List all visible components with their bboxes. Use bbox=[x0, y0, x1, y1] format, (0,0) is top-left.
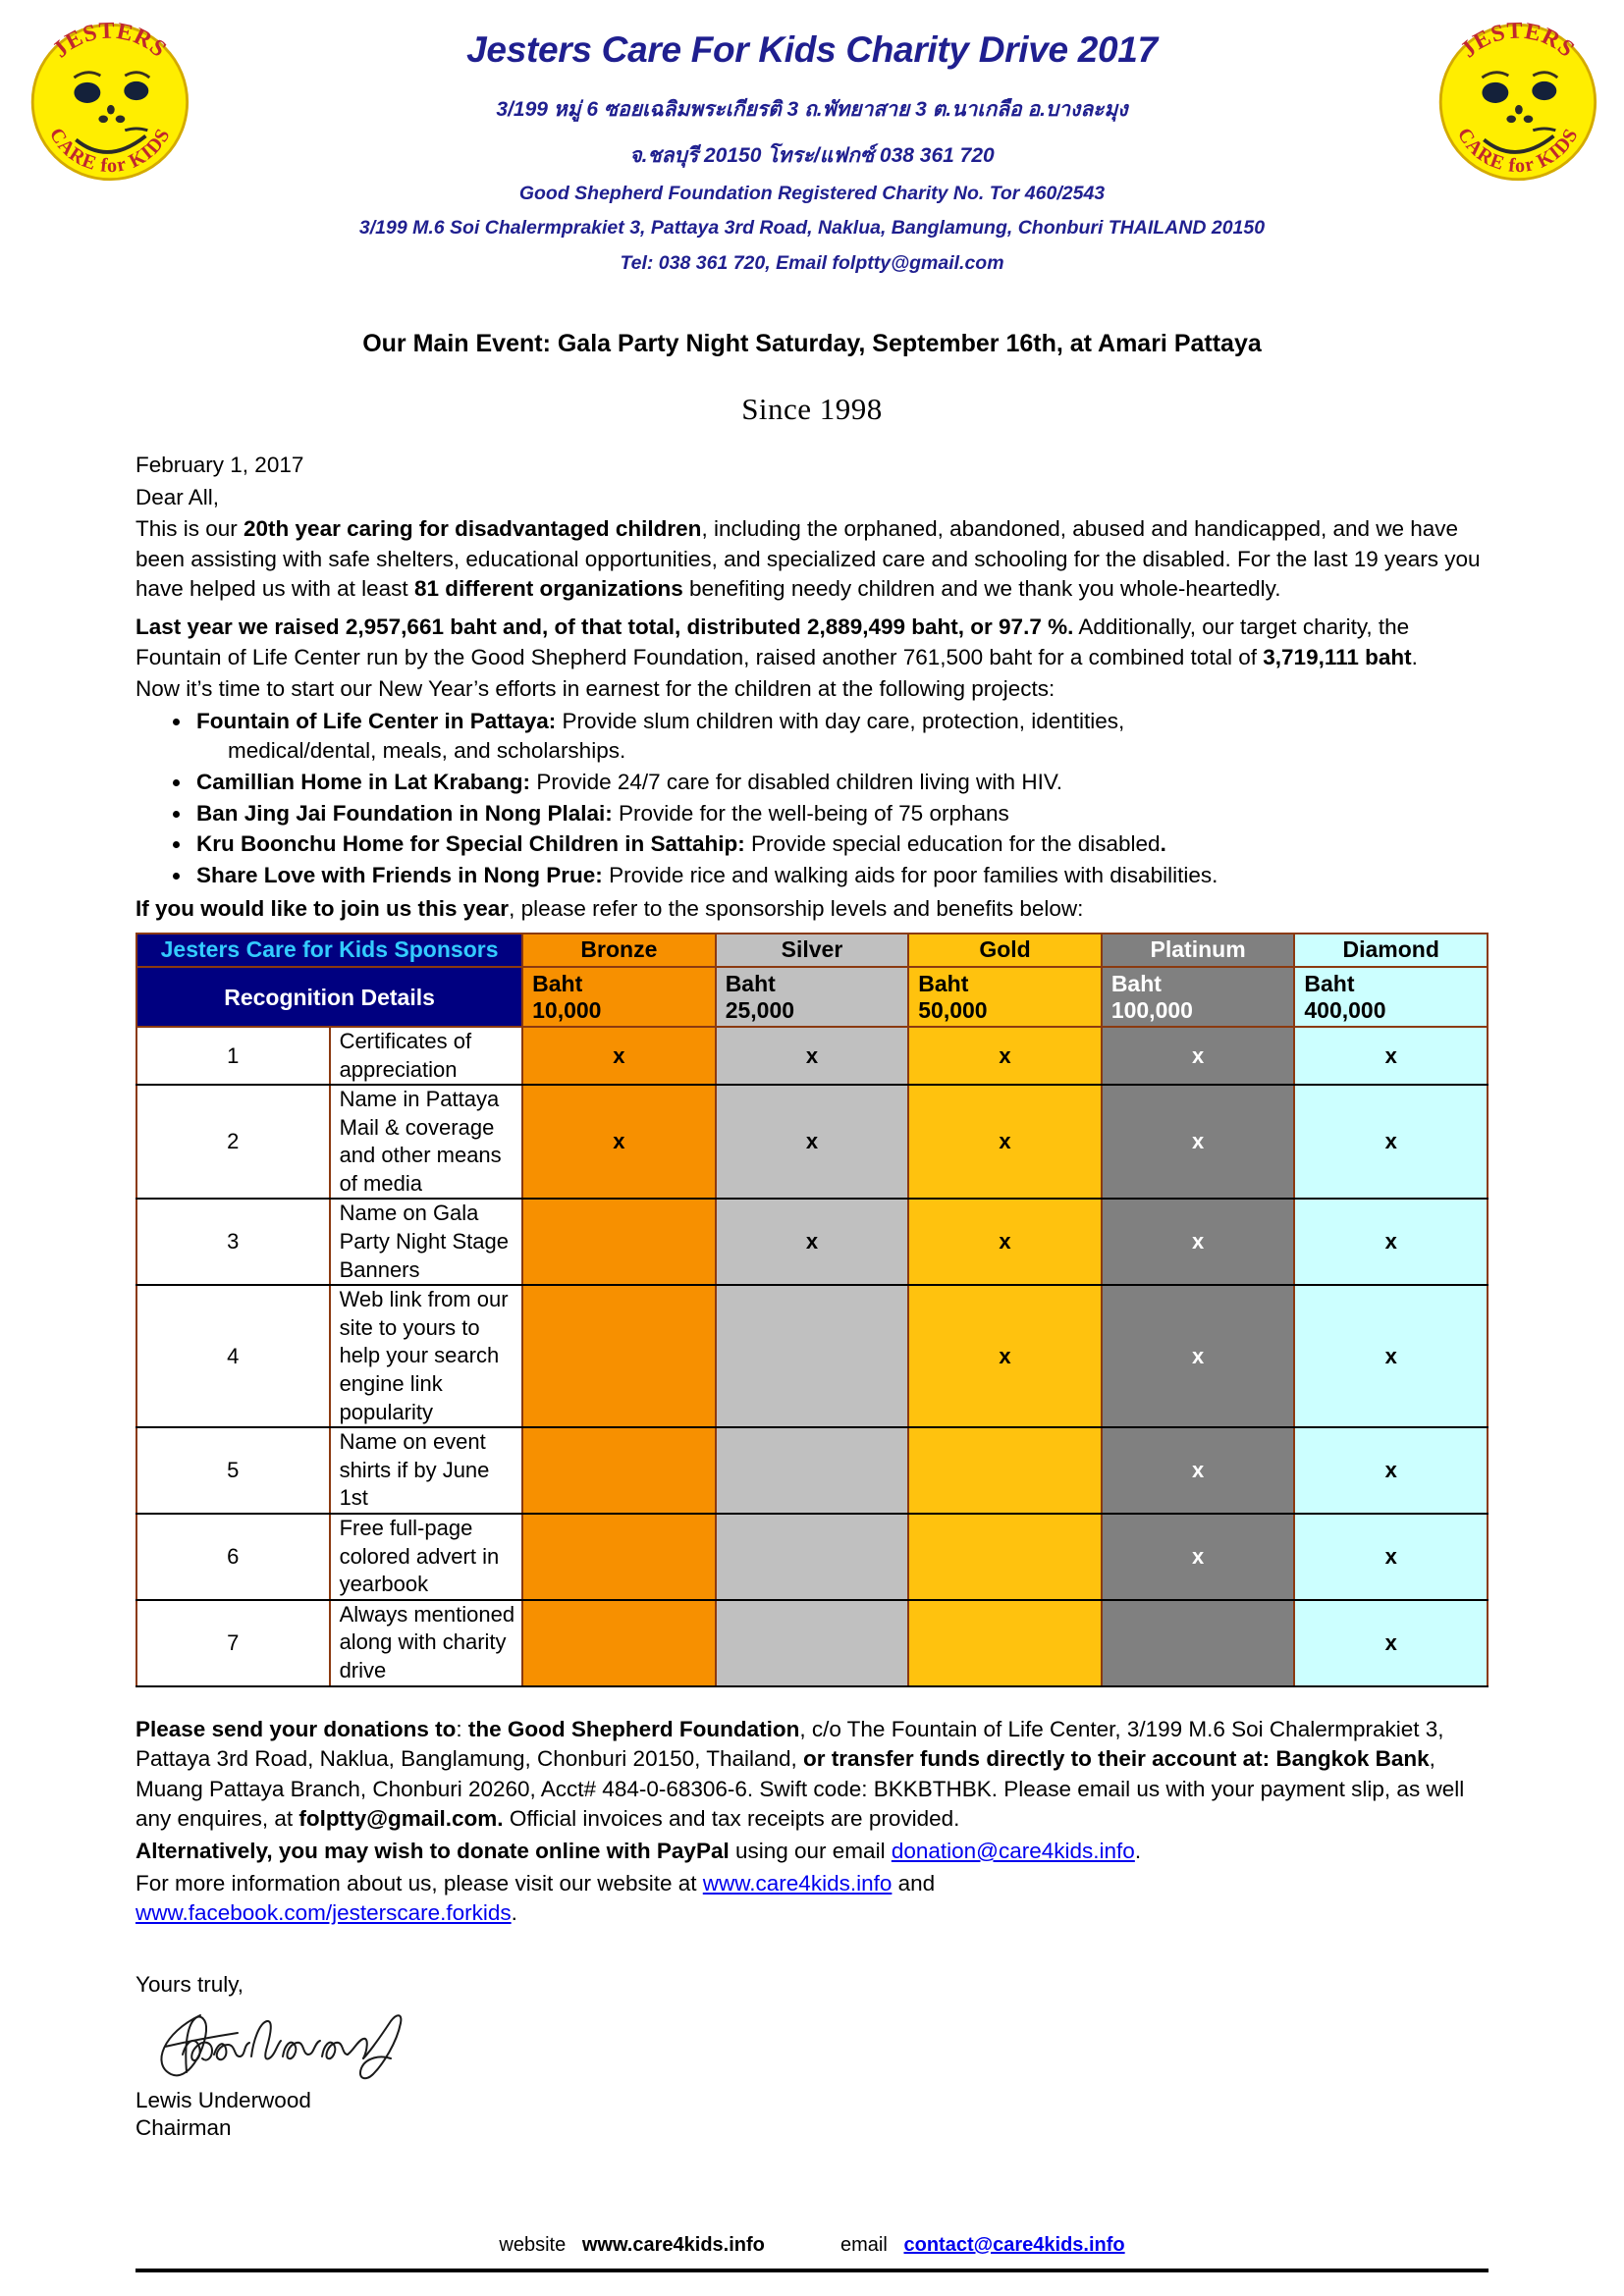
p2-part-b: Additionally, our target charity, the Fountain of Life Center run by the Good Shepherd Foundation, raised another 761,500 baht for a combined total of bbox=[135, 614, 1410, 669]
footer-contacts bbox=[0, 2234, 1624, 2257]
document-footer bbox=[0, 2234, 1624, 2272]
currency-diamond: Baht bbox=[1304, 971, 1355, 997]
footer-website-label: website bbox=[499, 2234, 567, 2256]
signoff-block bbox=[135, 1972, 1489, 2143]
more-info-text: For more information about us, please visit our website at bbox=[135, 1870, 703, 1896]
currency-gold: Baht bbox=[918, 971, 969, 997]
currency-bronze: Baht bbox=[532, 971, 583, 997]
mark-silver: x bbox=[716, 1199, 909, 1285]
mark-platinum: x bbox=[1102, 1199, 1295, 1285]
mark-silver bbox=[716, 1285, 909, 1427]
mark-gold: x bbox=[908, 1027, 1102, 1085]
facebook-period: . bbox=[511, 1900, 517, 1926]
letter-paragraph-3: Now it’s time to start our New Year’s efforts in earnest for the children at the following projects: bbox=[135, 676, 1056, 702]
list-item bbox=[192, 707, 1489, 767]
row-description: Always mentioned along with charity drive bbox=[330, 1600, 523, 1686]
paypal-instructions bbox=[135, 1837, 1489, 1867]
more-info bbox=[135, 1869, 1489, 1929]
row-description: Name in Pattaya Mail & coverage and other means of media bbox=[330, 1085, 523, 1199]
letter-body bbox=[0, 451, 1624, 2142]
since-line: Since 1998 bbox=[741, 392, 883, 426]
mark-silver bbox=[716, 1427, 909, 1514]
table-row bbox=[136, 1285, 1488, 1427]
mark-silver: x bbox=[716, 1027, 909, 1085]
svg-text:CARE for KIDS: CARE for KIDS bbox=[1452, 124, 1583, 178]
mark-bronze bbox=[522, 1199, 716, 1285]
join-rest: , please refer to the sponsorship levels and benefits below: bbox=[509, 896, 1084, 922]
mark-gold: x bbox=[908, 1285, 1102, 1427]
more-info-and: and bbox=[892, 1870, 936, 1896]
row-number: 5 bbox=[136, 1427, 330, 1514]
project-desc: Provide 24/7 care for disabled children living with HIV. bbox=[530, 769, 1063, 794]
project-desc: Provide special education for the disabled bbox=[744, 831, 1161, 857]
join-bold: If you would like to join us this year bbox=[135, 896, 510, 922]
table-row bbox=[136, 1600, 1488, 1686]
address-thai-line-2: จ.ชลบุรี 20150 โทระ/แฟกซ์ 038 361 720 bbox=[629, 143, 995, 167]
website-link[interactable]: www.care4kids.info bbox=[702, 1870, 893, 1896]
project-name: Share Love with Friends in Nong Prue: bbox=[196, 862, 603, 887]
charity-registration: Good Shepherd Foundation Registered Charity No. Tor 460/2543 bbox=[518, 182, 1106, 204]
jesters-logo-left bbox=[10, 8, 206, 196]
currency-platinum: Baht bbox=[1110, 971, 1162, 997]
level-name-diamond: Diamond bbox=[1294, 934, 1488, 967]
p1-bold-organizations: 81 different organizations bbox=[413, 576, 683, 602]
level-amount-bronze bbox=[522, 967, 716, 1027]
mark-bronze bbox=[522, 1285, 716, 1427]
project-desc-cont: medical/dental, meals, and scholarships. bbox=[228, 738, 626, 764]
donations-invoices: Official invoices and tax receipts are provided. bbox=[503, 1806, 960, 1832]
address-thai-line-1: 3/199 หมู่ 6 ซอยเฉลิมพระเกียรติ 3 ถ.พัทยาสาย 3 ต.นาเกลือ อ.บางละมุง bbox=[496, 97, 1128, 121]
project-desc: Provide for the well-being of 75 orphans bbox=[612, 800, 1009, 826]
list-item bbox=[192, 799, 1489, 829]
donations-address: , c/o The Fountain of Life Center, 3/199 M.6 Soi Chalermprakiet 3, Pattaya 3rd Road, Naklua, Banglamung, Chonburi 20150, Thailand, bbox=[135, 1716, 1444, 1772]
p2-bold-raised: Last year we raised 2,957,661 baht and, of that total, distributed 2,889,499 baht, or 97.7 %. bbox=[135, 614, 1074, 639]
mark-bronze bbox=[522, 1427, 716, 1514]
amount-diamond: 400,000 bbox=[1304, 997, 1386, 1024]
mark-gold bbox=[908, 1427, 1102, 1514]
table-subtitle-cell: Recognition Details bbox=[136, 967, 522, 1027]
mark-platinum: x bbox=[1102, 1027, 1295, 1085]
join-invitation bbox=[135, 894, 1489, 925]
mark-silver bbox=[716, 1514, 909, 1600]
row-number: 4 bbox=[136, 1285, 330, 1427]
level-amount-platinum bbox=[1102, 967, 1295, 1027]
table-row bbox=[136, 1514, 1488, 1600]
signer-role: Chairman bbox=[135, 2115, 232, 2141]
level-name-silver: Silver bbox=[716, 934, 909, 967]
table-header-row-1 bbox=[136, 934, 1488, 967]
mark-bronze: x bbox=[522, 1085, 716, 1199]
list-item bbox=[192, 768, 1489, 798]
mark-platinum: x bbox=[1102, 1285, 1295, 1427]
row-number: 1 bbox=[136, 1027, 330, 1085]
mark-diamond: x bbox=[1294, 1285, 1488, 1427]
level-amount-silver bbox=[716, 967, 909, 1027]
level-amount-gold bbox=[908, 967, 1102, 1027]
mark-gold: x bbox=[908, 1085, 1102, 1199]
p1-part-a: This is our bbox=[135, 516, 244, 542]
donations-foundation: the Good Shepherd Foundation bbox=[467, 1716, 800, 1741]
sponsorship-levels-table bbox=[135, 933, 1489, 1687]
row-description: Free full-page colored advert in yearbook bbox=[330, 1514, 523, 1600]
row-number: 3 bbox=[136, 1199, 330, 1285]
address-english: 3/199 M.6 Soi Chalermprakiet 3, Pattaya 3rd Road, Naklua, Banglamung, Chonburi THAILAND 20150 bbox=[358, 217, 1266, 240]
paypal-period: . bbox=[1134, 1838, 1142, 1863]
table-row bbox=[136, 1199, 1488, 1285]
footer-divider bbox=[135, 2269, 1489, 2272]
project-name: Ban Jing Jai Foundation in Nong Plalai: bbox=[196, 800, 613, 826]
project-desc: Provide slum children with day care, protection, identities, bbox=[556, 708, 1125, 733]
footer-email-link[interactable]: contact@care4kids.info bbox=[903, 2234, 1125, 2256]
svg-text:CARE for KIDS: CARE for KIDS bbox=[44, 124, 175, 178]
level-name-gold: Gold bbox=[908, 934, 1102, 967]
row-number: 6 bbox=[136, 1514, 330, 1600]
level-name-bronze: Bronze bbox=[522, 934, 716, 967]
donations-email: folptty@gmail.com. bbox=[298, 1806, 504, 1832]
table-header-row-2 bbox=[136, 967, 1488, 1027]
p1-part-e: benefiting needy children and we thank you whole-heartedly. bbox=[682, 576, 1281, 602]
closing-text bbox=[135, 1715, 1489, 1929]
mark-silver: x bbox=[716, 1085, 909, 1199]
signature-image bbox=[143, 2003, 1489, 2087]
list-item bbox=[192, 861, 1489, 891]
donations-bold-lead: Please send your donations to bbox=[135, 1716, 457, 1741]
projects-list bbox=[135, 707, 1489, 891]
mark-gold: x bbox=[908, 1199, 1102, 1285]
paypal-email-link[interactable]: donation@care4kids.info bbox=[891, 1838, 1135, 1863]
svg-text:JESTERS: JESTERS bbox=[48, 18, 172, 64]
table-title-cell: Jesters Care for Kids Sponsors bbox=[136, 934, 522, 967]
mark-gold bbox=[908, 1514, 1102, 1600]
document-header bbox=[0, 0, 1624, 294]
svg-text:JESTERS: JESTERS bbox=[1456, 18, 1580, 64]
p2-bold-total: 3,719,111 baht bbox=[1263, 644, 1412, 669]
mark-gold bbox=[908, 1600, 1102, 1686]
list-item: • Kru Boonchu Home for Special Children in Sattahip: Provide special education for the disabled. bbox=[192, 829, 1489, 860]
row-description: Name on event shirts if by June 1st bbox=[330, 1427, 523, 1514]
donations-bank-details: , Muang Pattaya Branch, Chonburi 20260, Acct# 484-0-68306-6. Swift code: BKKBTHBK. Please email us with your payment slip, as well any enquires, at bbox=[135, 1746, 1465, 1832]
paypal-bold: Alternatively, you may wish to donate online with PayPal bbox=[135, 1838, 730, 1863]
letter-date: February 1, 2017 bbox=[135, 453, 304, 477]
table-row bbox=[136, 1427, 1488, 1514]
row-description: Certificates of appreciation bbox=[330, 1027, 523, 1085]
mark-diamond: x bbox=[1294, 1199, 1488, 1285]
mark-diamond: x bbox=[1294, 1514, 1488, 1600]
footer-website-value: www.care4kids.info bbox=[581, 2234, 765, 2256]
mark-bronze: x bbox=[522, 1027, 716, 1085]
jesters-logo-right bbox=[1418, 8, 1614, 196]
row-number: 7 bbox=[136, 1600, 330, 1686]
p2-part-d: . bbox=[1411, 644, 1418, 669]
mark-diamond: x bbox=[1294, 1600, 1488, 1686]
row-description: Web link from our site to yours to help your search engine link popularity bbox=[330, 1285, 523, 1427]
mark-bronze bbox=[522, 1514, 716, 1600]
header-text-block bbox=[226, 0, 1398, 277]
mark-platinum bbox=[1102, 1600, 1295, 1686]
signer-name: Lewis Underwood bbox=[135, 2087, 311, 2112]
amount-silver: 25,000 bbox=[725, 997, 795, 1024]
project-name: Camillian Home in Lat Krabang: bbox=[196, 769, 531, 794]
row-description: Name on Gala Party Night Stage Banners bbox=[330, 1199, 523, 1285]
level-amount-diamond bbox=[1294, 967, 1488, 1027]
letter-paragraph-1 bbox=[135, 514, 1489, 605]
paypal-using: using our email bbox=[729, 1838, 892, 1863]
mark-platinum: x bbox=[1102, 1427, 1295, 1514]
donation-instructions bbox=[135, 1715, 1489, 1835]
yours-truly: Yours truly, bbox=[135, 1971, 244, 1997]
footer-email-label: email bbox=[840, 2234, 888, 2256]
amount-platinum: 100,000 bbox=[1110, 997, 1193, 1024]
p1-part-c: , including the orphaned, abandoned, abused and handicapped, and we have been assisting with safe shelters, educational opportunities, and specialized care and schooling for the disabled. For the last 19 years you have helped us with at least bbox=[135, 516, 1481, 602]
contact-line: Tel: 038 361 720, Email folptty@gmail.com bbox=[620, 252, 1004, 275]
mark-silver bbox=[716, 1600, 909, 1686]
p1-bold-20th-year: 20th year caring for disadvantaged children bbox=[244, 516, 702, 542]
page-title: Jesters Care For Kids Charity Drive 2017 bbox=[466, 29, 1158, 70]
mark-bronze bbox=[522, 1600, 716, 1686]
level-name-platinum: Platinum bbox=[1102, 934, 1295, 967]
mark-platinum: x bbox=[1102, 1514, 1295, 1600]
project-desc: Provide rice and walking aids for poor families with disabilities. bbox=[602, 862, 1218, 887]
project-name: Fountain of Life Center in Pattaya: bbox=[196, 708, 557, 733]
currency-silver: Baht bbox=[725, 971, 776, 997]
amount-gold: 50,000 bbox=[918, 997, 988, 1024]
mark-diamond: x bbox=[1294, 1085, 1488, 1199]
donations-colon: : bbox=[456, 1716, 468, 1741]
table-row bbox=[136, 1027, 1488, 1085]
mark-diamond: x bbox=[1294, 1027, 1488, 1085]
letter-paragraph-2 bbox=[135, 613, 1489, 672]
mark-platinum: x bbox=[1102, 1085, 1295, 1199]
row-number: 2 bbox=[136, 1085, 330, 1199]
amount-bronze: 10,000 bbox=[532, 997, 602, 1024]
table-row bbox=[136, 1085, 1488, 1199]
facebook-link[interactable]: www.facebook.com/jesterscare.forkids bbox=[135, 1900, 512, 1926]
letter-salutation: Dear All, bbox=[135, 484, 220, 509]
mark-diamond: x bbox=[1294, 1427, 1488, 1514]
main-event-line: Our Main Event: Gala Party Night Saturday, September 16th, at Amari Pattaya bbox=[362, 330, 1262, 357]
donations-bank-bold: or transfer funds directly to their account at: Bangkok Bank bbox=[803, 1746, 1430, 1772]
project-name: Kru Boonchu Home for Special Children in Sattahip: bbox=[196, 831, 745, 857]
